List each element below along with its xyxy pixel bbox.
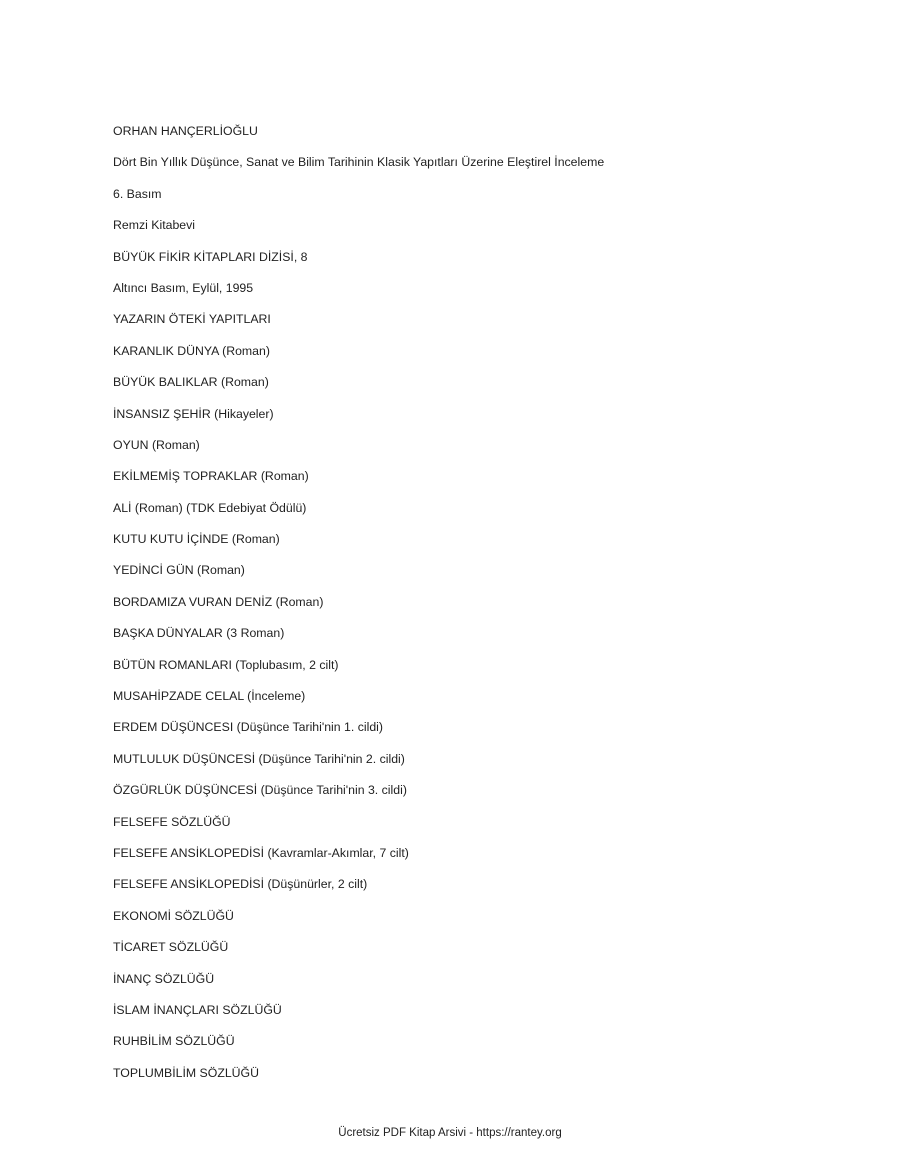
work-item: MUTLULUK DÜŞÜNCESİ (Düşünce Tarihi'nin 2. cildi) [113, 751, 405, 766]
publisher: Remzi Kitabevi [113, 218, 196, 233]
work-item: ÖZGÜRLÜK DÜŞÜNCESİ (Düşünce Tarihi'nin 3. cildi) [113, 783, 407, 798]
work-item: OYUN (Roman) [113, 437, 200, 452]
work-item: BÜTÜN ROMANLARI (Toplubasım, 2 cilt) [113, 657, 339, 672]
print-date: Altıncı Basım, Eylül, 1995 [113, 280, 254, 295]
text-lines [113, 122, 604, 1095]
work-item: FELSEFE ANSİKLOPEDİSİ (Kavramlar-Akımlar, 7 cilt) [113, 845, 409, 860]
work-item: RUHBİLİM SÖZLÜĞÜ [113, 1034, 235, 1049]
work-item: EKİLMEMİŞ TOPRAKLAR (Roman) [113, 469, 309, 484]
edition: 6. Basım [113, 186, 162, 201]
work-item: TİCARET SÖZLÜĞÜ [113, 940, 229, 955]
work-item: FELSEFE SÖZLÜĞÜ [113, 814, 231, 829]
work-item: BAŞKA DÜNYALAR (3 Roman) [113, 626, 285, 641]
work-item: YEDİNCİ GÜN (Roman) [113, 563, 245, 578]
work-item: EKONOMİ SÖZLÜĞÜ [113, 908, 234, 923]
work-item: FELSEFE ANSİKLOPEDİSİ (Düşünürler, 2 cilt) [113, 877, 368, 892]
work-item: ERDEM DÜŞÜNCESI (Düşünce Tarihi'nin 1. cildi) [113, 720, 383, 735]
work-item: İSLAM İNANÇLARI SÖZLÜĞÜ [113, 1002, 282, 1017]
work-item: MUSAHİPZADE CELAL (İnceleme) [113, 689, 306, 704]
work-item: KUTU KUTU İÇİNDE (Roman) [113, 532, 280, 547]
work-item: TOPLUMBİLİM SÖZLÜĞÜ [113, 1065, 259, 1080]
series-name: BÜYÜK FİKİR KİTAPLARI DİZİSİ, 8 [113, 249, 308, 264]
work-item: İNSANSIZ ŞEHİR (Hikayeler) [113, 406, 274, 421]
work-item: ALİ (Roman) (TDK Edebiyat Ödülü) [113, 500, 307, 515]
book-subtitle: Dört Bin Yıllık Düşünce, Sanat ve Bilim Tarihinin Klasik Yapıtları Üzerine Eleştirel İnceleme [113, 155, 605, 170]
author-name: ORHAN HANÇERLİOĞLU [113, 124, 258, 138]
work-item: BÜYÜK BALIKLAR (Roman) [113, 375, 269, 390]
work-item: KARANLIK DÜNYA (Roman) [113, 343, 270, 358]
work-item: İNANÇ SÖZLÜĞÜ [113, 971, 215, 986]
page-footer: Ücretsiz PDF Kitap Arsivi - https://rantey.org [338, 1127, 562, 1139]
work-item: BORDAMIZA VURAN DENİZ (Roman) [113, 594, 324, 609]
other-works-heading: YAZARIN ÖTEKİ YAPITLARI [113, 312, 271, 327]
